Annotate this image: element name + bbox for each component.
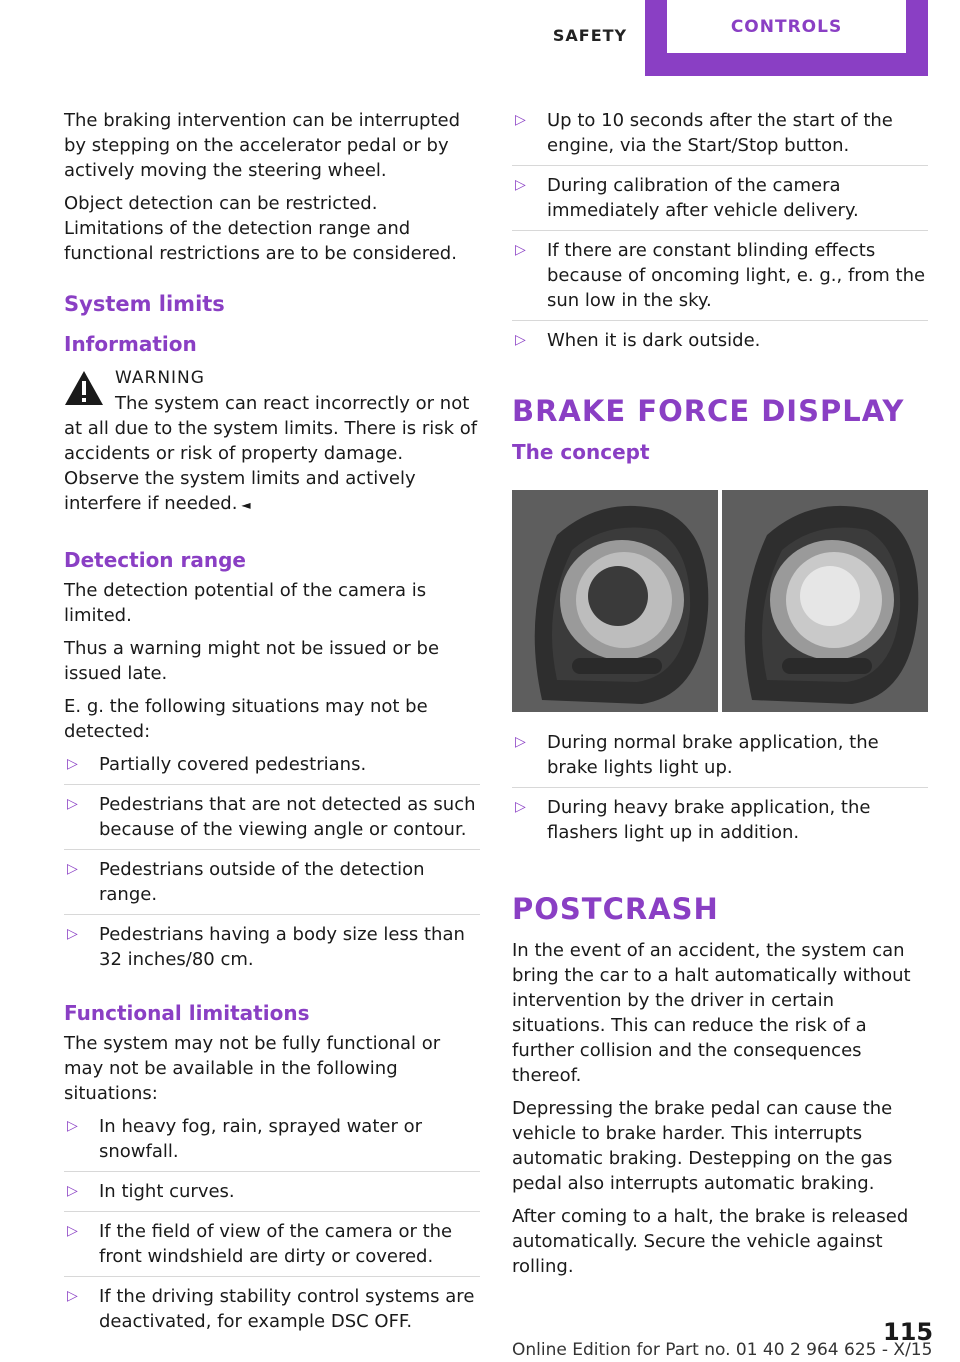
intro-paragraph-1: The braking intervention can be interrupted by stepping on the accelerator pedal or by actively moving the steering wheel. [64,110,461,181]
situations-list [512,108,928,360]
tab-controls[interactable] [645,0,928,76]
list-item: ▷ Pedestrians that are not detected as such because of the viewing angle or contour. [64,792,480,850]
bullet-triangle-icon: ▷ [67,1223,78,1239]
list-item: ▷ If there are constant blinding effects because of oncoming light, e. g., from the sun low in the sky. [512,238,928,321]
tab-controls-label: CONTROLS [667,0,906,53]
heading-information: Information [64,332,197,356]
bullet-triangle-icon: ▷ [67,1118,78,1134]
bullet-triangle-icon: ▷ [515,242,526,258]
list-item: ▷ Pedestrians outside of the detection range. [64,857,480,915]
left-column [64,108,480,1349]
warning-box [64,366,480,518]
brake-light-heavy-image [722,490,928,712]
heading-system-limits: System limits [64,292,225,316]
postcrash-paragraph-1: In the event of an accident, the system can bring the car to a halt automatically without intervention by the driver in certain situations. This can reduce the risk of a further collision and the consequences thereof. [512,940,911,1086]
list-item: ▷ Partially covered pedestrians. [64,752,480,785]
heading-functional-limitations: Functional limitations [64,1001,310,1025]
heading-brake-force-display: BRAKE FORCE DISPLAY [512,394,905,428]
concept-list [512,730,928,852]
functional-list [64,1114,480,1341]
postcrash-paragraph-3: After coming to a halt, the brake is released automatically. Secure the vehicle against rolling. [512,1206,909,1277]
bullet-triangle-icon: ▷ [67,796,78,812]
list-item: ▷ During normal brake application, the brake lights light up. [512,730,928,788]
warning-triangle-icon [64,370,104,406]
detection-paragraph-1: The detection potential of the camera is limited. [64,580,427,626]
functional-paragraph: The system may not be fully functional or may not be available in the following situations: [64,1033,441,1104]
list-item: ▷ If the field of view of the camera or the front windshield are dirty or covered. [64,1219,480,1277]
detection-paragraph-2: Thus a warning might not be issued or be issued late. [64,638,440,684]
heading-detection-range: Detection range [64,548,246,572]
bullet-triangle-icon: ▷ [515,177,526,193]
bullet-triangle-icon: ▷ [67,926,78,942]
bullet-triangle-icon: ▷ [515,332,526,348]
detection-list [64,752,480,979]
postcrash-paragraph-2: Depressing the brake pedal can cause the vehicle to brake harder. This interrupts automatic braking. Destepping on the gas pedal also interrupts automatic braking. [512,1098,893,1194]
intro-paragraph-2: Object detection can be restricted. Limitations of the detection range and functional restrictions are to be considered. [64,193,457,264]
bullet-triangle-icon: ▷ [67,861,78,877]
page-number: 115 [883,1318,934,1346]
heading-postcrash: POSTCRASH [512,892,719,926]
right-column [512,108,928,1287]
brake-lights-figure [512,490,928,712]
list-item: ▷ When it is dark outside. [515,330,761,351]
tab-safety[interactable]: SAFETY [552,26,628,45]
list-item: ▷ In tight curves. [64,1179,480,1212]
list-item: ▷ In heavy fog, rain, sprayed water or snowfall. [64,1114,480,1172]
list-item: ▷ Up to 10 seconds after the start of the engine, via the Start/Stop button. [512,108,928,166]
detection-paragraph-3: E. g. the following situations may not be detected: [64,696,428,742]
list-item: ▷ Pedestrians having a body size less than 32 inches/80 cm. [67,924,465,970]
end-mark-icon: ◄ [241,498,251,512]
heading-the-concept: The concept [512,440,650,464]
warning-label: WARNING [115,368,205,388]
bullet-triangle-icon: ▷ [515,734,526,750]
list-item: ▷ If the driving stability control systems are deactivated, for example DSC OFF. [67,1286,475,1332]
bullet-triangle-icon: ▷ [67,1288,78,1304]
bullet-triangle-icon: ▷ [515,112,526,128]
warning-text: The system can react incorrectly or not at all due to the system limits. There is risk of accidents or risk of property damage. Observe the system limits and actively interfere if needed. ◄ [64,393,478,514]
brake-light-normal-image [512,490,718,712]
bullet-triangle-icon: ▷ [67,1183,78,1199]
list-item: ▷ During calibration of the camera immediately after vehicle delivery. [512,173,928,231]
bullet-triangle-icon: ▷ [67,756,78,772]
footer-edition: Online Edition for Part no. 01 40 2 964 625 - X/15 [512,1340,933,1360]
list-item: ▷ During heavy brake application, the flashers light up in addition. [515,797,871,843]
bullet-triangle-icon: ▷ [515,799,526,815]
